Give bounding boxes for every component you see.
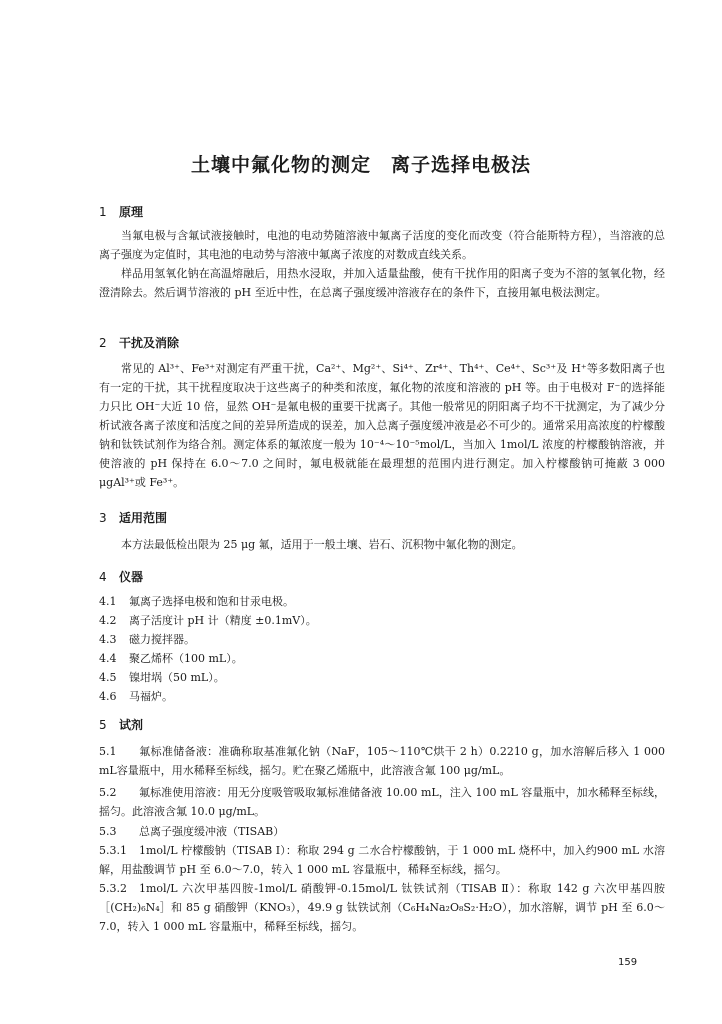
list-item <box>99 649 665 668</box>
item-number: 5.3 <box>99 825 117 838</box>
item-text: 氟离子选择电极和饱和甘汞电极。 <box>129 595 294 608</box>
section-title: 干扰及消除 <box>119 336 180 350</box>
item-text: 1mol/L 六次甲基四胺-1mol/L 硝酸钾-0.15mol/L 钛铁试剂（TISAB Ⅱ）：称取 142 g 六次甲基四胺［(CH₂)₆N₄］和 85 g 硝酸钾（KNO₃），49.9 g 钛铁试剂（C₆H₄Na₂O₈S₂·H₂O），加水溶解，调节 pH 至 6.0～7.0，转入 1 000 mL 容量瓶中，稀释至标线，摇匀。 <box>99 882 665 933</box>
section-title: 仪器 <box>119 570 144 584</box>
list-item <box>99 668 665 687</box>
section-1-paragraph-2: 样品用氢氧化钠在高温熔融后，用热水浸取，并加入适量盐酸，使有干扰作用的阳离子变为不溶的氢氧化物，经澄清除去。然后调节溶液的 pH 至近中性，在总离子强度缓冲溶液存在的条件下，直接用氟电极法测定。 <box>99 267 665 299</box>
section-number: 5 <box>99 718 107 732</box>
section-5-heading <box>99 716 143 733</box>
page-title: 土壤中氟化物的测定 离子选择电极法 <box>190 154 531 176</box>
section-4-heading <box>99 568 143 585</box>
reagent-5-3-1 <box>99 841 665 879</box>
item-text: 磁力搅拌器。 <box>129 633 195 646</box>
item-text: 氟标准储备液：准确称取基准氟化钠（NaF，105～110℃烘干 2 h）0.2210 g，加水溶解后移入 1 000 mL容量瓶中，用水稀释至标线，摇匀。贮在聚乙烯瓶中，此溶液含氟 100 μg/mL。 <box>99 745 665 777</box>
page-number: 159 <box>618 957 638 968</box>
item-number: 4.4 <box>99 652 117 665</box>
item-text: 总离子强度缓冲液（TISAB） <box>139 825 285 838</box>
reagent-5-3-2 <box>99 879 665 936</box>
reagent-5-1 <box>99 742 665 780</box>
item-text: 离子活度计 pH 计（精度 ±0.1mV）。 <box>129 614 317 627</box>
section-2-paragraph-1: 常见的 Al³⁺、Fe³⁺对测定有严重干扰，Ca²⁺、Mg²⁺、Si⁴⁺、Zr⁴⁺、Th⁴⁺、Ce⁴⁺、Sc³⁺及 H⁺等多数阳离子也有一定的干扰，其干扰程度取决于这些离子的种类和浓度，氟化物的浓度和溶液的 pH 等。由于电极对 F⁻的选择能力只比 OH⁻大近 10 倍，显然 OH⁻是氟电极的重要干扰离子。其他一般常见的阴阳离子均不干扰测定，为了减少分析试液各离子浓度和活度之间的差异所造成的误差，加入总离子强度缓冲液是必不可少的。通常采用高浓度的柠檬酸钠和钛铁试剂作为络合剂。测定体系的氟浓度一般为 10⁻⁴～10⁻⁵mol/L，当加入 1mol/L 浓度的柠檬酸钠溶液，并使溶液的 pH 保持在 6.0～7.0 之间时，氟电极就能在最理想的范围内进行测定。加入柠檬酸钠可掩蔽 3 000 μgAl³⁺或 Fe³⁺。 <box>99 362 665 489</box>
item-number: 5.2 <box>99 786 117 799</box>
section-2-heading <box>99 334 179 351</box>
section-title: 试剂 <box>119 718 144 732</box>
section-1-paragraph-1: 当氟电极与含氟试液接触时，电池的电动势随溶液中氟离子活度的变化而改变（符合能斯特方程），当溶液的总离子强度为定值时，其电池的电动势与溶液中氟离子浓度的对数成直线关系。 <box>99 229 665 261</box>
section-number: 1 <box>99 205 107 219</box>
item-text: 氟标准使用溶液：用无分度吸管吸取氟标准储备液 10.00 mL，注入 100 mL 容量瓶中，加水稀释至标线，摇匀。此溶液含氟 10.0 μg/mL。 <box>99 786 665 818</box>
item-number: 4.5 <box>99 671 117 684</box>
list-item <box>99 611 665 630</box>
reagent-5-2 <box>99 783 665 821</box>
item-number: 4.6 <box>99 690 117 703</box>
list-item <box>99 687 665 706</box>
item-number: 4.2 <box>99 614 117 627</box>
item-number: 5.3.1 <box>99 844 127 857</box>
section-title: 原理 <box>119 205 144 219</box>
item-text: 马福炉。 <box>129 690 173 703</box>
section-number: 2 <box>99 336 107 350</box>
section-1-heading <box>99 203 143 220</box>
list-item <box>99 592 665 611</box>
item-number: 5.1 <box>99 745 117 758</box>
section-3-heading <box>99 509 167 526</box>
item-number: 5.3.2 <box>99 882 127 895</box>
item-number: 4.1 <box>99 595 117 608</box>
section-title: 适用范围 <box>119 511 168 525</box>
section-3-paragraph-1: 本方法最低检出限为 25 μg 氟，适用于一般土壤、岩石、沉积物中氟化物的测定。 <box>121 538 523 551</box>
item-text: 1mol/L 柠檬酸钠（TISAB Ⅰ）：称取 294 g 二水合柠檬酸钠，于 1 000 mL 烧杯中，加入约900 mL 水溶解，用盐酸调节 pH 至 6.0～7.0，转入 1 000 mL 容量瓶中，稀释至标线，摇匀。 <box>99 844 665 876</box>
reagent-5-3 <box>99 822 665 841</box>
section-number: 4 <box>99 570 107 584</box>
item-text: 镍坩埚（50 mL）。 <box>129 671 225 684</box>
section-number: 3 <box>99 511 107 525</box>
item-number: 4.3 <box>99 633 117 646</box>
item-text: 聚乙烯杯（100 mL）。 <box>129 652 243 665</box>
list-item <box>99 630 665 649</box>
